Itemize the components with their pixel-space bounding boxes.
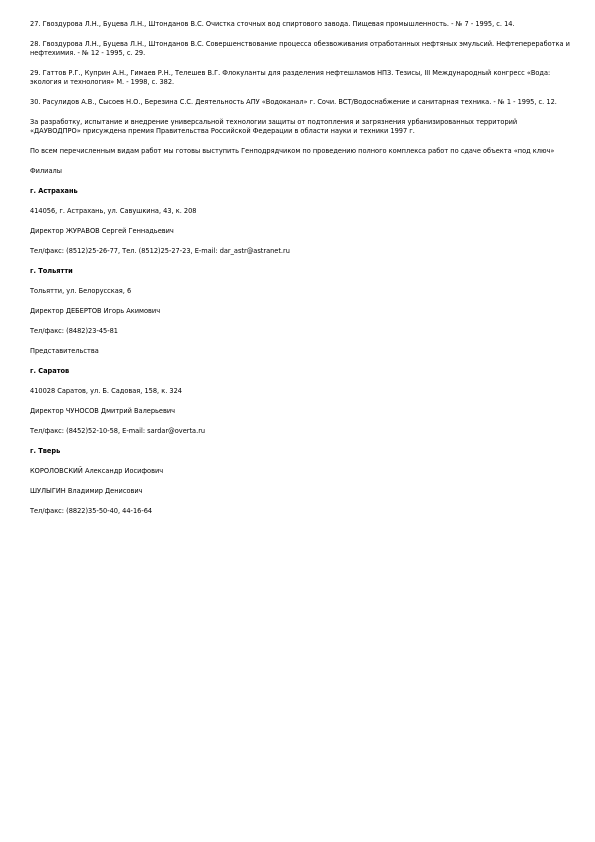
- saratov-address: 410028 Саратов, ул. Б. Садовая, 158, к. 324: [30, 387, 182, 395]
- saratov-contacts: Тел/факс: (8452)52-10-58, E-mail: sardar@overta.ru: [30, 427, 206, 435]
- togliatti-city: г. Тольятти: [30, 267, 73, 275]
- togliatti-address: Тольятти, ул. Белорусская, 6: [30, 287, 132, 295]
- reference-27: 27. Гвоздурова Л.Н., Буцева Л.Н., Штонданов В.С. Очистка сточных вод спиртового завода. Пищевая промышленность. - № 7 - 1995, с. 14.: [30, 20, 515, 28]
- tver-person-1: КОРОЛОВСКИЙ Александр Иосифович: [30, 467, 164, 475]
- document-page: [30, 20, 570, 527]
- togliatti-director: Директор ДЕБЕРТОВ Игорь Акимович: [30, 307, 161, 315]
- representations-heading: Представительства: [30, 347, 99, 355]
- reference-29: 29. Гаттов Р.Г., Куприн А.Н., Гимаев Р.Н., Телешев В.Г. Флокуланты для разделения нефтешламов НПЗ. Тезисы, III Международный конгресс «Вода: экология и технология» М. - 1998, с. 382.: [30, 69, 551, 86]
- togliatti-contacts: Тел/факс: (8482)23-45-81: [30, 327, 118, 335]
- tver-contacts: Тел/факс: (8822)35-50-40, 44-16-64: [30, 507, 153, 515]
- saratov-director: Директор ЧУНОСОВ Дмитрий Валерьевич: [30, 407, 176, 415]
- saratov-city: г. Саратов: [30, 367, 70, 375]
- reference-30: 30. Расулидов А.В., Сысоев Н.О., Березина С.С. Деятельность АПУ «Водоканал» г. Сочи. ВСТ/Водоснабжение и санитарная техника. - № 1 - 1995, с. 12.: [30, 98, 557, 106]
- astrakhan-contacts: Тел/факс: (8512)25-26-77, Тел. (8512)25-27-23, E-mail: dar_astr@astranet.ru: [30, 247, 290, 255]
- astrakhan-city: г. Астрахань: [30, 187, 78, 195]
- tver-city: г. Тверь: [30, 447, 61, 455]
- tver-person-2: ШУЛЫГИН Владимир Денисович: [30, 487, 143, 495]
- branches-heading: Филиалы: [30, 167, 62, 175]
- reference-28: 28. Гвоздурова Л.Н., Буцева Л.Н., Штонданов В.С. Совершенствование процесса обезвоживания отработанных нефтяных эмульсий. Нефтепереработка и нефтехимия. - № 12 - 1995, с. 29.: [30, 40, 570, 57]
- offer-paragraph: По всем перечисленным видам работ мы готовы выступить Генподрядчиком по проведению полного комплекса работ по сдаче объекта «под ключ»: [30, 147, 555, 155]
- astrakhan-director: Директор ЖУРАВОВ Сергей Геннадьевич: [30, 227, 174, 235]
- award-paragraph: За разработку, испытание и внедрение универсальной технологии защиты от подтопления и загрязнения урбанизированных территорий «ДАУВОДПРО» присуждена премия Правительства Российской Федерации в области науки и техники 1997 г.: [30, 118, 518, 135]
- astrakhan-address: 414056, г. Астрахань, ул. Савушкина, 43, к. 208: [30, 207, 197, 215]
